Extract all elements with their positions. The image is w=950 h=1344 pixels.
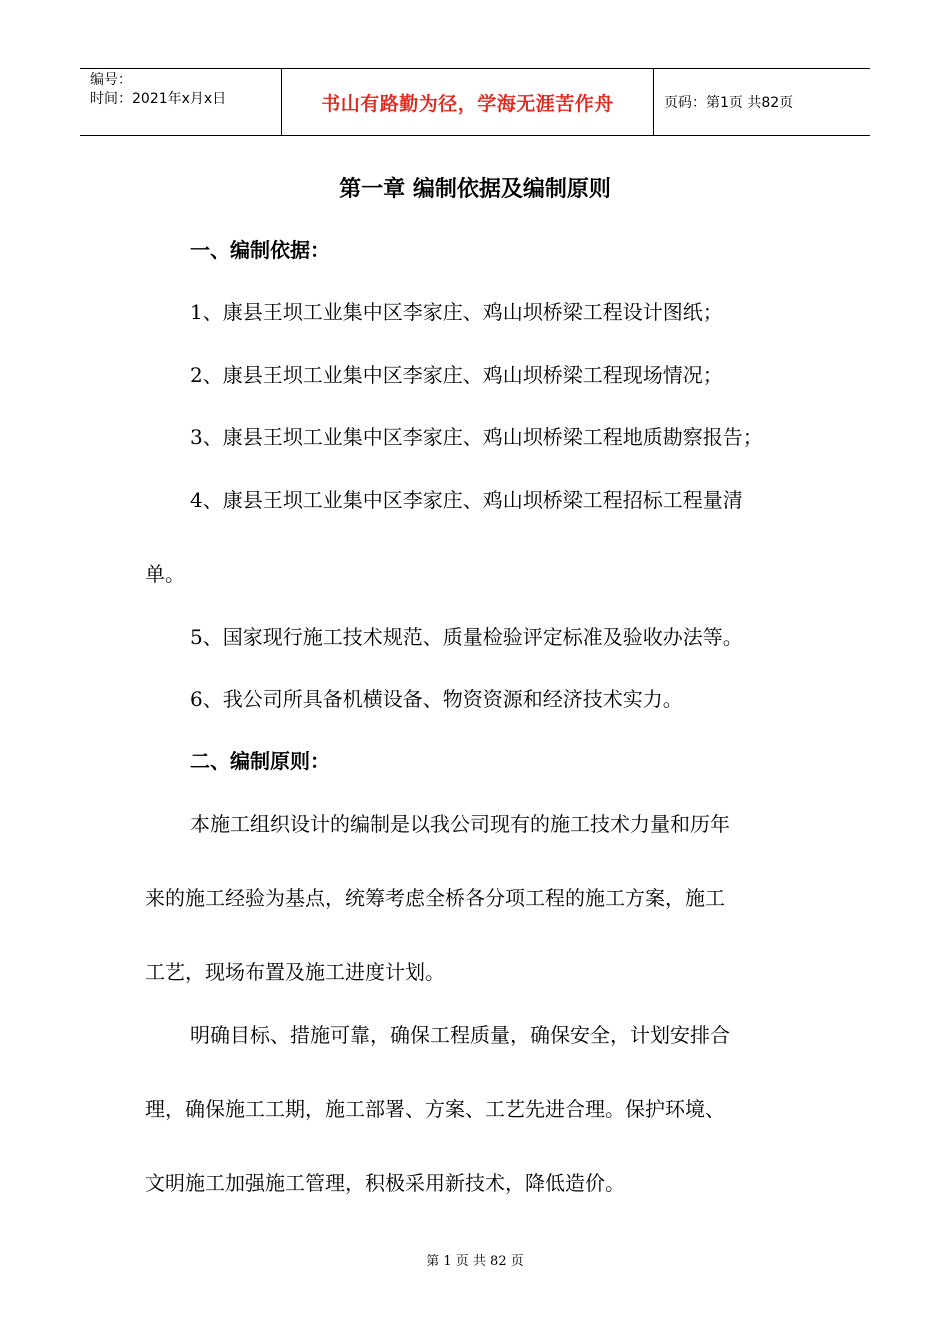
section-heading-principles: 二、编制原则： xyxy=(190,749,330,773)
basis-item: 5、国家现行施工技术规范、质量检验评定标准及验收办法等。 xyxy=(190,625,743,649)
basis-item: 2、康县王坝工业集中区李家庄、鸡山坝桥梁工程现场情况； xyxy=(190,363,723,387)
principle-paragraph-line: 理，确保施工工期，施工部署、方案、工艺先进合理。保护环境、 xyxy=(145,1097,725,1121)
header-motto: 书山有路勤为径，学海无涯苦作舟 xyxy=(281,69,654,135)
header-page-label: 页码：第1页 共82页 xyxy=(664,95,794,111)
basis-item-continuation: 单。 xyxy=(145,562,185,586)
principle-paragraph-line: 明确目标、措施可靠，确保工程质量，确保安全，计划安排合 xyxy=(190,1023,730,1047)
principle-paragraph-line: 文明施工加强施工管理，积极采用新技术，降低造价。 xyxy=(145,1171,625,1195)
chapter-title: 第一章 编制依据及编制原则 xyxy=(339,177,611,202)
basis-item: 4、康县王坝工业集中区李家庄、鸡山坝桥梁工程招标工程量清 xyxy=(190,488,743,512)
header-info-cell xyxy=(80,69,281,135)
section-heading-basis: 一、编制依据： xyxy=(190,238,330,262)
page-footer: 第 1 页 共 82 页 xyxy=(426,1254,524,1269)
principle-paragraph-line: 本施工组织设计的编制是以我公司现有的施工技术力量和历年 xyxy=(190,812,730,836)
basis-item: 6、我公司所具备机横设备、物资资源和经济技术实力。 xyxy=(190,687,683,711)
principle-paragraph-line: 工艺，现场布置及施工进度计划。 xyxy=(145,960,445,984)
basis-item: 1、康县王坝工业集中区李家庄、鸡山坝桥梁工程设计图纸； xyxy=(190,300,723,324)
document-date-label: 时间：2021年x月x日 xyxy=(90,91,227,107)
document-number-label: 编号： xyxy=(90,72,132,88)
page-header xyxy=(80,68,870,136)
basis-item: 3、康县王坝工业集中区李家庄、鸡山坝桥梁工程地质勘察报告； xyxy=(190,425,763,449)
principle-paragraph-line: 来的施工经验为基点，统筹考虑全桥各分项工程的施工方案，施工 xyxy=(145,886,725,910)
